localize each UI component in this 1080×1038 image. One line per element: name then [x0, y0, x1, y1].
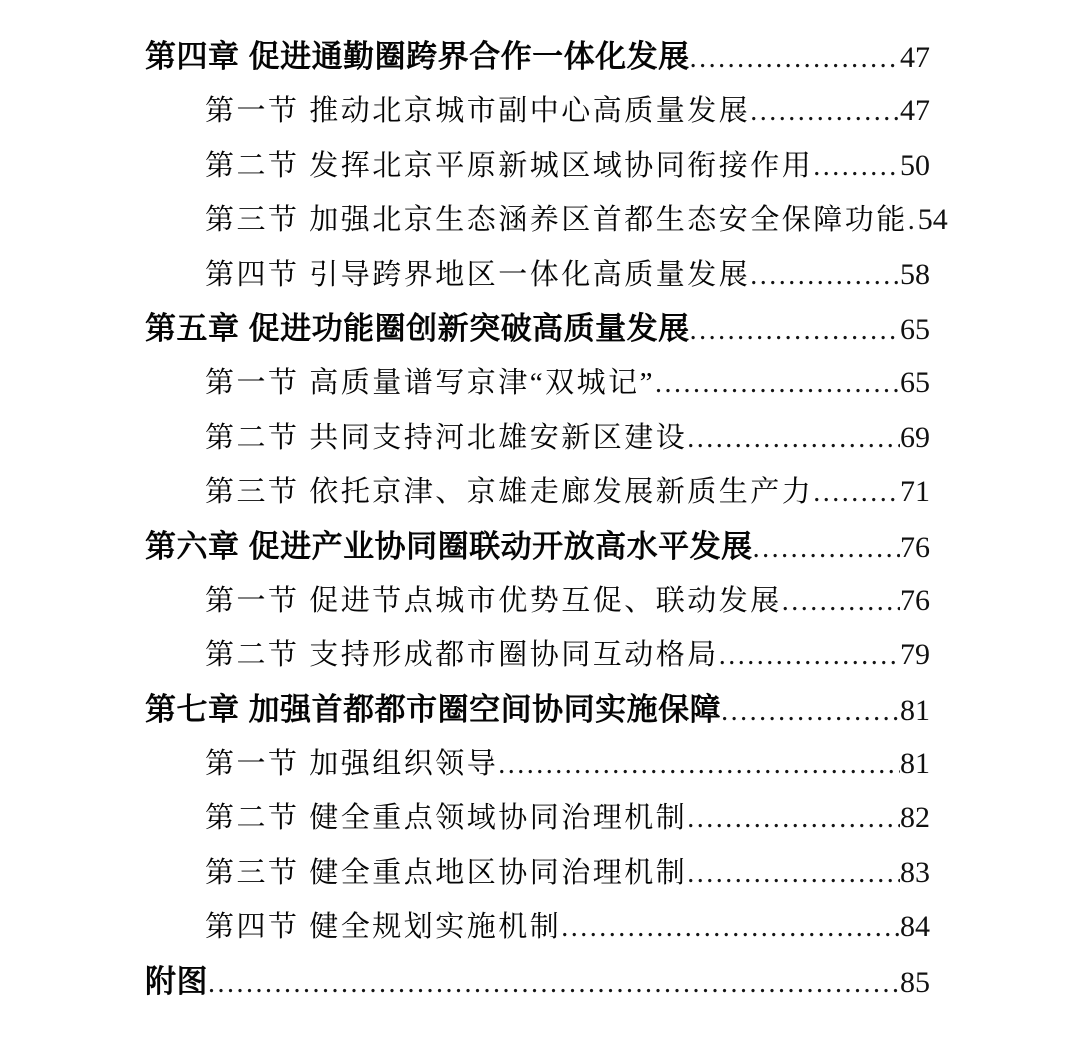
toc-entry-chapter-7 — [145, 683, 930, 737]
toc-entry-title: 第四章 促进通勤圈跨界合作一体化发展 — [145, 39, 690, 74]
dot-leader — [498, 738, 900, 792]
dot-leader — [813, 466, 900, 520]
dot-leader — [753, 522, 900, 576]
toc-entry-section-7-2 — [145, 791, 930, 845]
toc-entry-title: 第一节 促进节点城市优势互促、联动发展 — [205, 584, 782, 617]
toc-entry-title: 第三节 加强北京生态涵养区首都生态安全保障功能 — [205, 204, 908, 237]
toc-entry-page: 50 — [900, 148, 930, 182]
dot-leader — [750, 85, 900, 139]
toc-entry-page: 81 — [900, 693, 930, 727]
toc-entry-section-5-3 — [145, 465, 930, 519]
toc-entry-page: 83 — [900, 855, 930, 889]
toc-entry-page: 69 — [900, 420, 930, 454]
toc-entry-section-7-4 — [145, 900, 930, 954]
toc-entry-title: 第四节 引导跨界地区一体化高质量发展 — [205, 258, 751, 291]
toc-entry-title: 第六章 促进产业协同圈联动开放高水平发展 — [145, 528, 753, 564]
toc-entry-chapter-5 — [145, 302, 930, 356]
toc-entry-chapter-6 — [145, 520, 930, 574]
toc-entry-title: 第四节 健全规划实施机制 — [205, 911, 562, 944]
toc-entry-page: 76 — [900, 530, 930, 564]
toc-entry-page: 85 — [900, 965, 930, 999]
toc-entry-title: 第一节 推动北京城市副中心高质量发展 — [205, 95, 751, 128]
toc-entry-page: 58 — [900, 257, 930, 291]
dot-leader — [687, 412, 900, 466]
toc-entry-page: 47 — [900, 94, 930, 128]
dot-leader — [813, 140, 900, 194]
table-of-contents — [145, 30, 948, 1009]
dot-leader — [908, 194, 918, 248]
toc-entry-page: 47 — [900, 41, 930, 74]
dot-leader — [690, 304, 900, 358]
toc-entry-chapter-4 — [145, 30, 930, 84]
toc-entry-page: 65 — [900, 366, 930, 400]
toc-entry-title: 第一节 加强组织领导 — [205, 748, 499, 781]
toc-entry-title: 第一节 高质量谱写京津“双城记” — [205, 367, 655, 400]
toc-entry-section-4-3 — [145, 193, 948, 247]
dot-leader — [721, 685, 900, 739]
dot-leader — [690, 32, 900, 86]
toc-entry-title: 第七章 加强首都都市圈空间协同实施保障 — [145, 691, 722, 727]
toc-entry-section-5-1 — [145, 356, 930, 410]
toc-entry-page: 65 — [900, 312, 930, 346]
toc-entry-section-6-1 — [145, 574, 930, 628]
toc-entry-title: 第三节 依托京津、京雄走廊发展新质生产力 — [205, 476, 814, 509]
toc-entry-section-4-4 — [145, 248, 930, 302]
toc-entry-section-7-3 — [145, 846, 930, 900]
toc-entry-title: 附图 — [145, 963, 208, 999]
toc-entry-appendix-figures — [145, 955, 930, 1009]
toc-entry-section-4-1 — [145, 84, 930, 138]
toc-entry-page: 76 — [900, 583, 930, 617]
dot-leader — [782, 575, 900, 629]
dot-leader — [208, 957, 900, 1011]
toc-entry-section-6-2 — [145, 628, 930, 682]
toc-entry-page: 79 — [900, 638, 930, 672]
dot-leader — [687, 792, 900, 846]
toc-entry-title: 第五章 促进功能圈创新突破高质量发展 — [145, 310, 690, 346]
toc-entry-page: 82 — [900, 801, 930, 835]
dot-leader — [561, 901, 900, 955]
toc-entry-title: 第二节 发挥北京平原新城区域协同衔接作用 — [205, 149, 814, 182]
dot-leader — [655, 357, 900, 411]
toc-entry-title: 第二节 健全重点领域协同治理机制 — [205, 802, 688, 835]
toc-entry-section-7-1 — [145, 737, 930, 791]
dot-leader — [750, 249, 900, 303]
toc-entry-page: 84 — [900, 910, 930, 944]
dot-leader — [719, 629, 900, 683]
toc-entry-section-5-2 — [145, 411, 930, 465]
toc-entry-title: 第二节 支持形成都市圈协同互动格局 — [205, 639, 719, 672]
toc-entry-page: 71 — [900, 475, 930, 509]
toc-entry-title: 第二节 共同支持河北雄安新区建设 — [205, 421, 688, 454]
dot-leader — [687, 847, 900, 901]
toc-entry-section-4-2 — [145, 139, 930, 193]
toc-entry-page: 81 — [900, 747, 930, 781]
toc-entry-title: 第三节 健全重点地区协同治理机制 — [205, 856, 688, 889]
toc-entry-page: 54 — [917, 203, 948, 237]
